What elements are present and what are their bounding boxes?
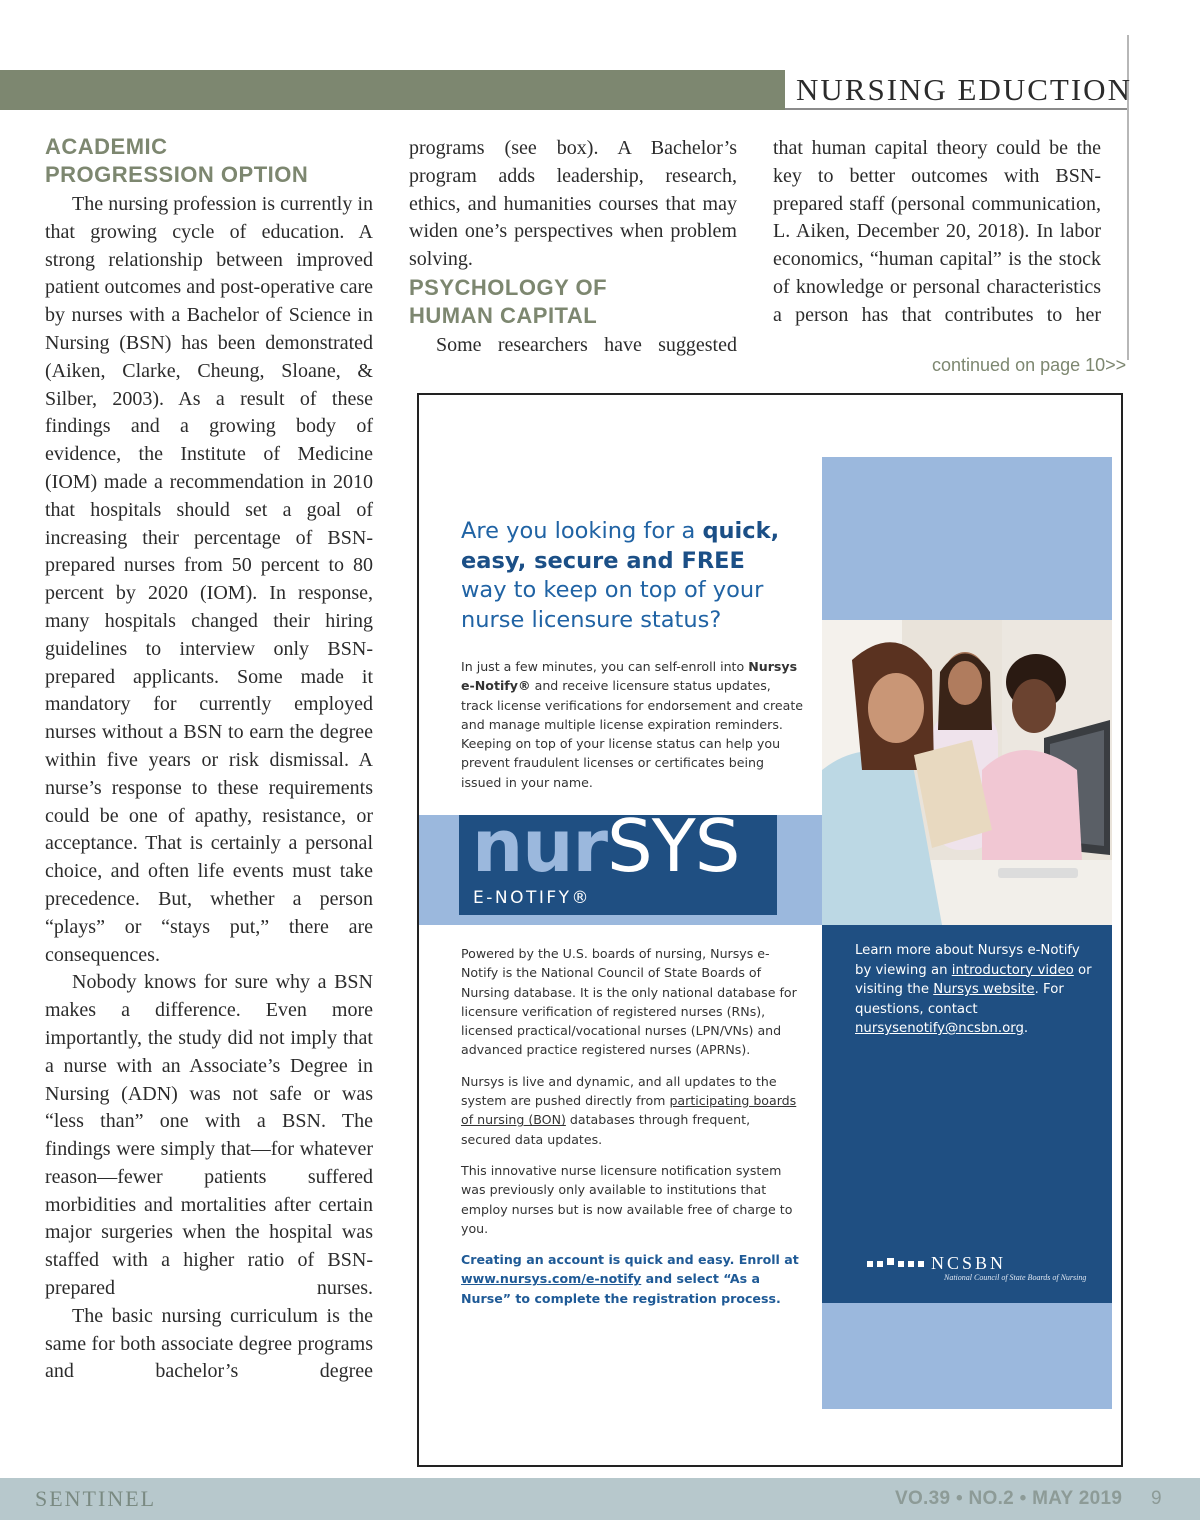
paragraph-3: The basic nursing curriculum is the same for both associate degree programs and bachelor’s degree bbox=[45, 1304, 373, 1383]
ad-learn-more: Learn more about Nursys e-Notify by viewing an introductory video or visiting the Nursys website. For questions, contact nursysenotify@ncsbn.org. bbox=[855, 943, 1092, 1036]
section-title: NURSING EDUCTION bbox=[796, 72, 1132, 107]
ad-body-paragraph-2: Nursys is live and dynamic, and all updates to the system are pushed directly from participating boards of nursing (BON) databases through frequent, secured data updates. bbox=[461, 1073, 797, 1147]
ad-call-to-action: Creating an account is quick and easy. Enroll at www.nursys.com/e-notify and select “As a Nurse” to complete the registration process. bbox=[461, 1252, 799, 1306]
ncsbn-logo-square-icon bbox=[918, 1261, 924, 1267]
nurses-photo bbox=[822, 620, 1112, 925]
ad-body-paragraph-3: This innovative nurse licensure notification system was previously only available to institutions that employ nurses but is now available free of charge to you. bbox=[461, 1162, 793, 1236]
paragraph-2: Nobody knows for sure why a BSN makes a difference. Even more importantly, the study did not imply that a nurse with an Associate’s Degree in Nursing (ADN) was not safe or was “less than” one with a BSN. The findings were simply that—for whatever reason—fewer patients suffered morbidities and mortalities after certain major surgeries when the hospital was staffed with a higher ratio of BSN-prepared nurses. bbox=[45, 971, 373, 1300]
paragraph-4-continued: that human capital theory could be the key to better outcomes with BSN-prepared staff (personal communication, L. Aiken, December 20, 2018). In labor economics, “human capital” is the stock of knowledge or personal characteristics a person has that contributes to her bbox=[773, 137, 1101, 326]
e-notify-label: E-NOTIFY® bbox=[473, 888, 592, 908]
ncsbn-logo-text: NCSBN bbox=[931, 1253, 1007, 1273]
ncsbn-logo-square-icon bbox=[877, 1261, 883, 1267]
paragraph-3-continued: programs (see box). A Bachelor’s program adds leadership, research, ethics, and humanities courses that may widen one’s perspectives when problem solving. bbox=[409, 137, 737, 271]
ad-headline: Are you looking for a quick, easy, secure and FREE way to keep on top of your nurse licensure status? bbox=[461, 518, 780, 633]
introductory-video-link[interactable]: introductory video bbox=[951, 962, 1074, 978]
paragraph-4: Some researchers have suggested bbox=[436, 333, 737, 356]
nursys-website-link[interactable]: Nursys website bbox=[933, 982, 1035, 997]
ad-body-text bbox=[461, 944, 801, 1320]
participating-boards-link[interactable]: participating boards of nursing (BON) bbox=[461, 1093, 797, 1128]
ad-intro-text: In just a few minutes, you can self-enroll into Nursys e-Notify® and receive licensure status updates, track license verifications for endorsement and create and manage multiple license expiration reminders. Keeping on top of your license status can help you prevent fraudulent licenses or certificates being issued in your name. bbox=[461, 659, 804, 790]
nursys-advertisement bbox=[417, 393, 1123, 1467]
ncsbn-logo-square-icon bbox=[898, 1261, 904, 1267]
ncsbn-logo-square-icon bbox=[908, 1261, 914, 1267]
header-bar bbox=[0, 70, 785, 110]
header-rule bbox=[785, 108, 1128, 110]
ncsbn-logo-square-icon bbox=[887, 1258, 894, 1265]
email-link[interactable]: nursysenotify@ncsbn.org bbox=[855, 1021, 1024, 1036]
nurses-illustration bbox=[822, 620, 1112, 925]
enroll-link[interactable]: www.nursys.com/e-notify bbox=[461, 1271, 642, 1287]
footer-issue: VO.39 • NO.2 • MAY 2019 bbox=[895, 1488, 1123, 1509]
ncsbn-logo-square-icon bbox=[867, 1261, 873, 1267]
ad-body-paragraph-1: Powered by the U.S. boards of nursing, Nursys e-Notify is the National Council of State Boards of Nursing database. It is the only national database for licensure verification of registered nurses (RNs), licensed practical/vocational nurses (LPN/VNs) and advanced practice registered nurses (APRNs). bbox=[461, 946, 797, 1058]
article-column-3 bbox=[773, 135, 1101, 330]
heading-human-capital: PSYCHOLOGY OF HUMAN CAPITAL bbox=[409, 274, 608, 328]
footer-brand: SENTINEL bbox=[35, 1486, 157, 1511]
continued-link[interactable]: continued on page 10>> bbox=[932, 355, 1127, 375]
ncsbn-logo-subtitle: National Council of State Boards of Nursing bbox=[944, 1273, 1087, 1282]
article-column-1 bbox=[45, 133, 373, 1386]
article-column-2 bbox=[409, 135, 737, 360]
heading-academic-progression: ACADEMIC PROGRESSION OPTION bbox=[45, 134, 309, 187]
paragraph-1: The nursing profession is currently in that growing cycle of education. A strong relationship between improved patient outcomes and post-operative care by nurses with a Bachelor of Science in Nursing (BSN) has been demonstrated (Aiken, Clarke, Cheung, Sloane, & Silber, 2003). As a result of these findings and a growing body of evidence, the Institute of Medicine (IOM) made a recommendation in 2010 that hospitals should set a goal of increasing their percentage of BSN-prepared nurses from 50 percent to 80 percent by 2020 (IOM). In response, many hospitals changed their hiring guidelines to interview only BSN-prepared applicants. Some made it mandatory for currently employed nurses without a BSN to earn the degree within five years or risk dismissal. A nurse’s response to these requirements could be one of apathy, resistance, or acceptance. That is certainly a personal choice, and often life events must take precedence. But, whether a person “plays” or “stays put,” there are consequences. bbox=[45, 193, 373, 966]
nursys-logo: nurSYS bbox=[472, 804, 740, 888]
page-number: 9 bbox=[1151, 1488, 1162, 1509]
